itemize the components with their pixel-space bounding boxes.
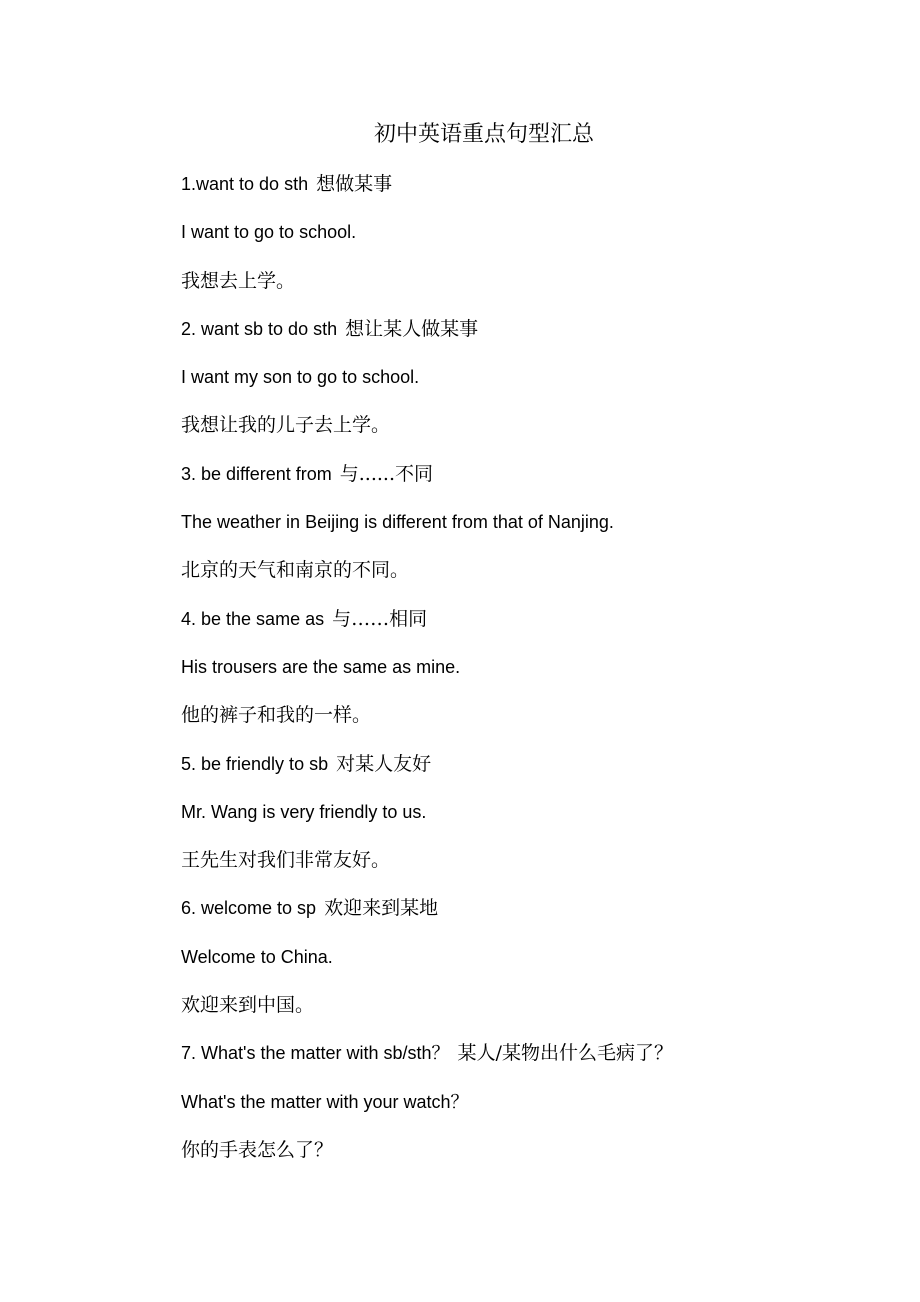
item-3-heading xyxy=(181,458,781,506)
item-1-example-en: I want to go to school. xyxy=(181,222,357,243)
item-6-example-cn: 欢迎来到中国。 xyxy=(181,994,315,1017)
item-1-example-cn: 我想去上学。 xyxy=(181,269,296,292)
item-5-example-cn: 王先生对我们非常友好。 xyxy=(181,849,391,872)
item-2-example-en: I want my son to go to school. xyxy=(181,367,420,388)
item-5-heading xyxy=(181,748,781,796)
item-3-example-cn: 北京的天气和南京的不同。 xyxy=(181,559,410,582)
item-6-heading xyxy=(181,892,781,940)
item-2-heading xyxy=(181,313,781,361)
document-body xyxy=(181,168,781,1182)
item-5-meaning: 对某人友好 xyxy=(336,752,432,775)
item-7-meaning: 某人/某物出什么毛病了？ xyxy=(457,1042,673,1065)
item-2-example-cn: 我想让我的儿子去上学。 xyxy=(181,414,391,437)
item-3-phrase: 3. be different from xyxy=(181,463,332,484)
item-6-example-en: Welcome to China. xyxy=(181,946,333,967)
document-title: 初中英语重点句型汇总 xyxy=(373,122,594,147)
item-7-example-en: What's the matter with your watch？ xyxy=(181,1091,469,1112)
item-4-phrase: 4. be the same as xyxy=(181,608,325,629)
item-1-meaning: 想做某事 xyxy=(316,173,393,195)
item-4-example-cn: 他的裤子和我的一样。 xyxy=(181,704,372,727)
item-7-example-cn: 你的手表怎么了？ xyxy=(181,1138,334,1161)
item-5-example-en: Mr. Wang is very friendly to us. xyxy=(181,801,427,822)
item-4-meaning: 与……相同 xyxy=(332,607,428,630)
item-4-example-en: His trousers are the same as mine. xyxy=(181,656,461,677)
item-7-heading xyxy=(181,1037,781,1085)
item-3-meaning: 与......不同 xyxy=(339,462,433,485)
item-4-heading xyxy=(181,603,781,651)
item-6-meaning: 欢迎来到某地 xyxy=(324,897,439,920)
item-3-example-en: The weather in Beijing is different from that of Nanjing. xyxy=(181,512,614,533)
item-2-phrase: 2. want sb to do sth xyxy=(181,318,338,339)
item-2-meaning: 想让某人做某事 xyxy=(345,317,479,340)
item-1-heading xyxy=(181,168,781,216)
item-1-phrase: 1.want to do sth xyxy=(181,174,309,194)
item-7-phrase: 7. What's the matter with sb/sth？ xyxy=(181,1043,450,1064)
item-5-phrase: 5. be friendly to sb xyxy=(181,753,329,774)
item-6-phrase: 6. welcome to sp xyxy=(181,898,317,919)
